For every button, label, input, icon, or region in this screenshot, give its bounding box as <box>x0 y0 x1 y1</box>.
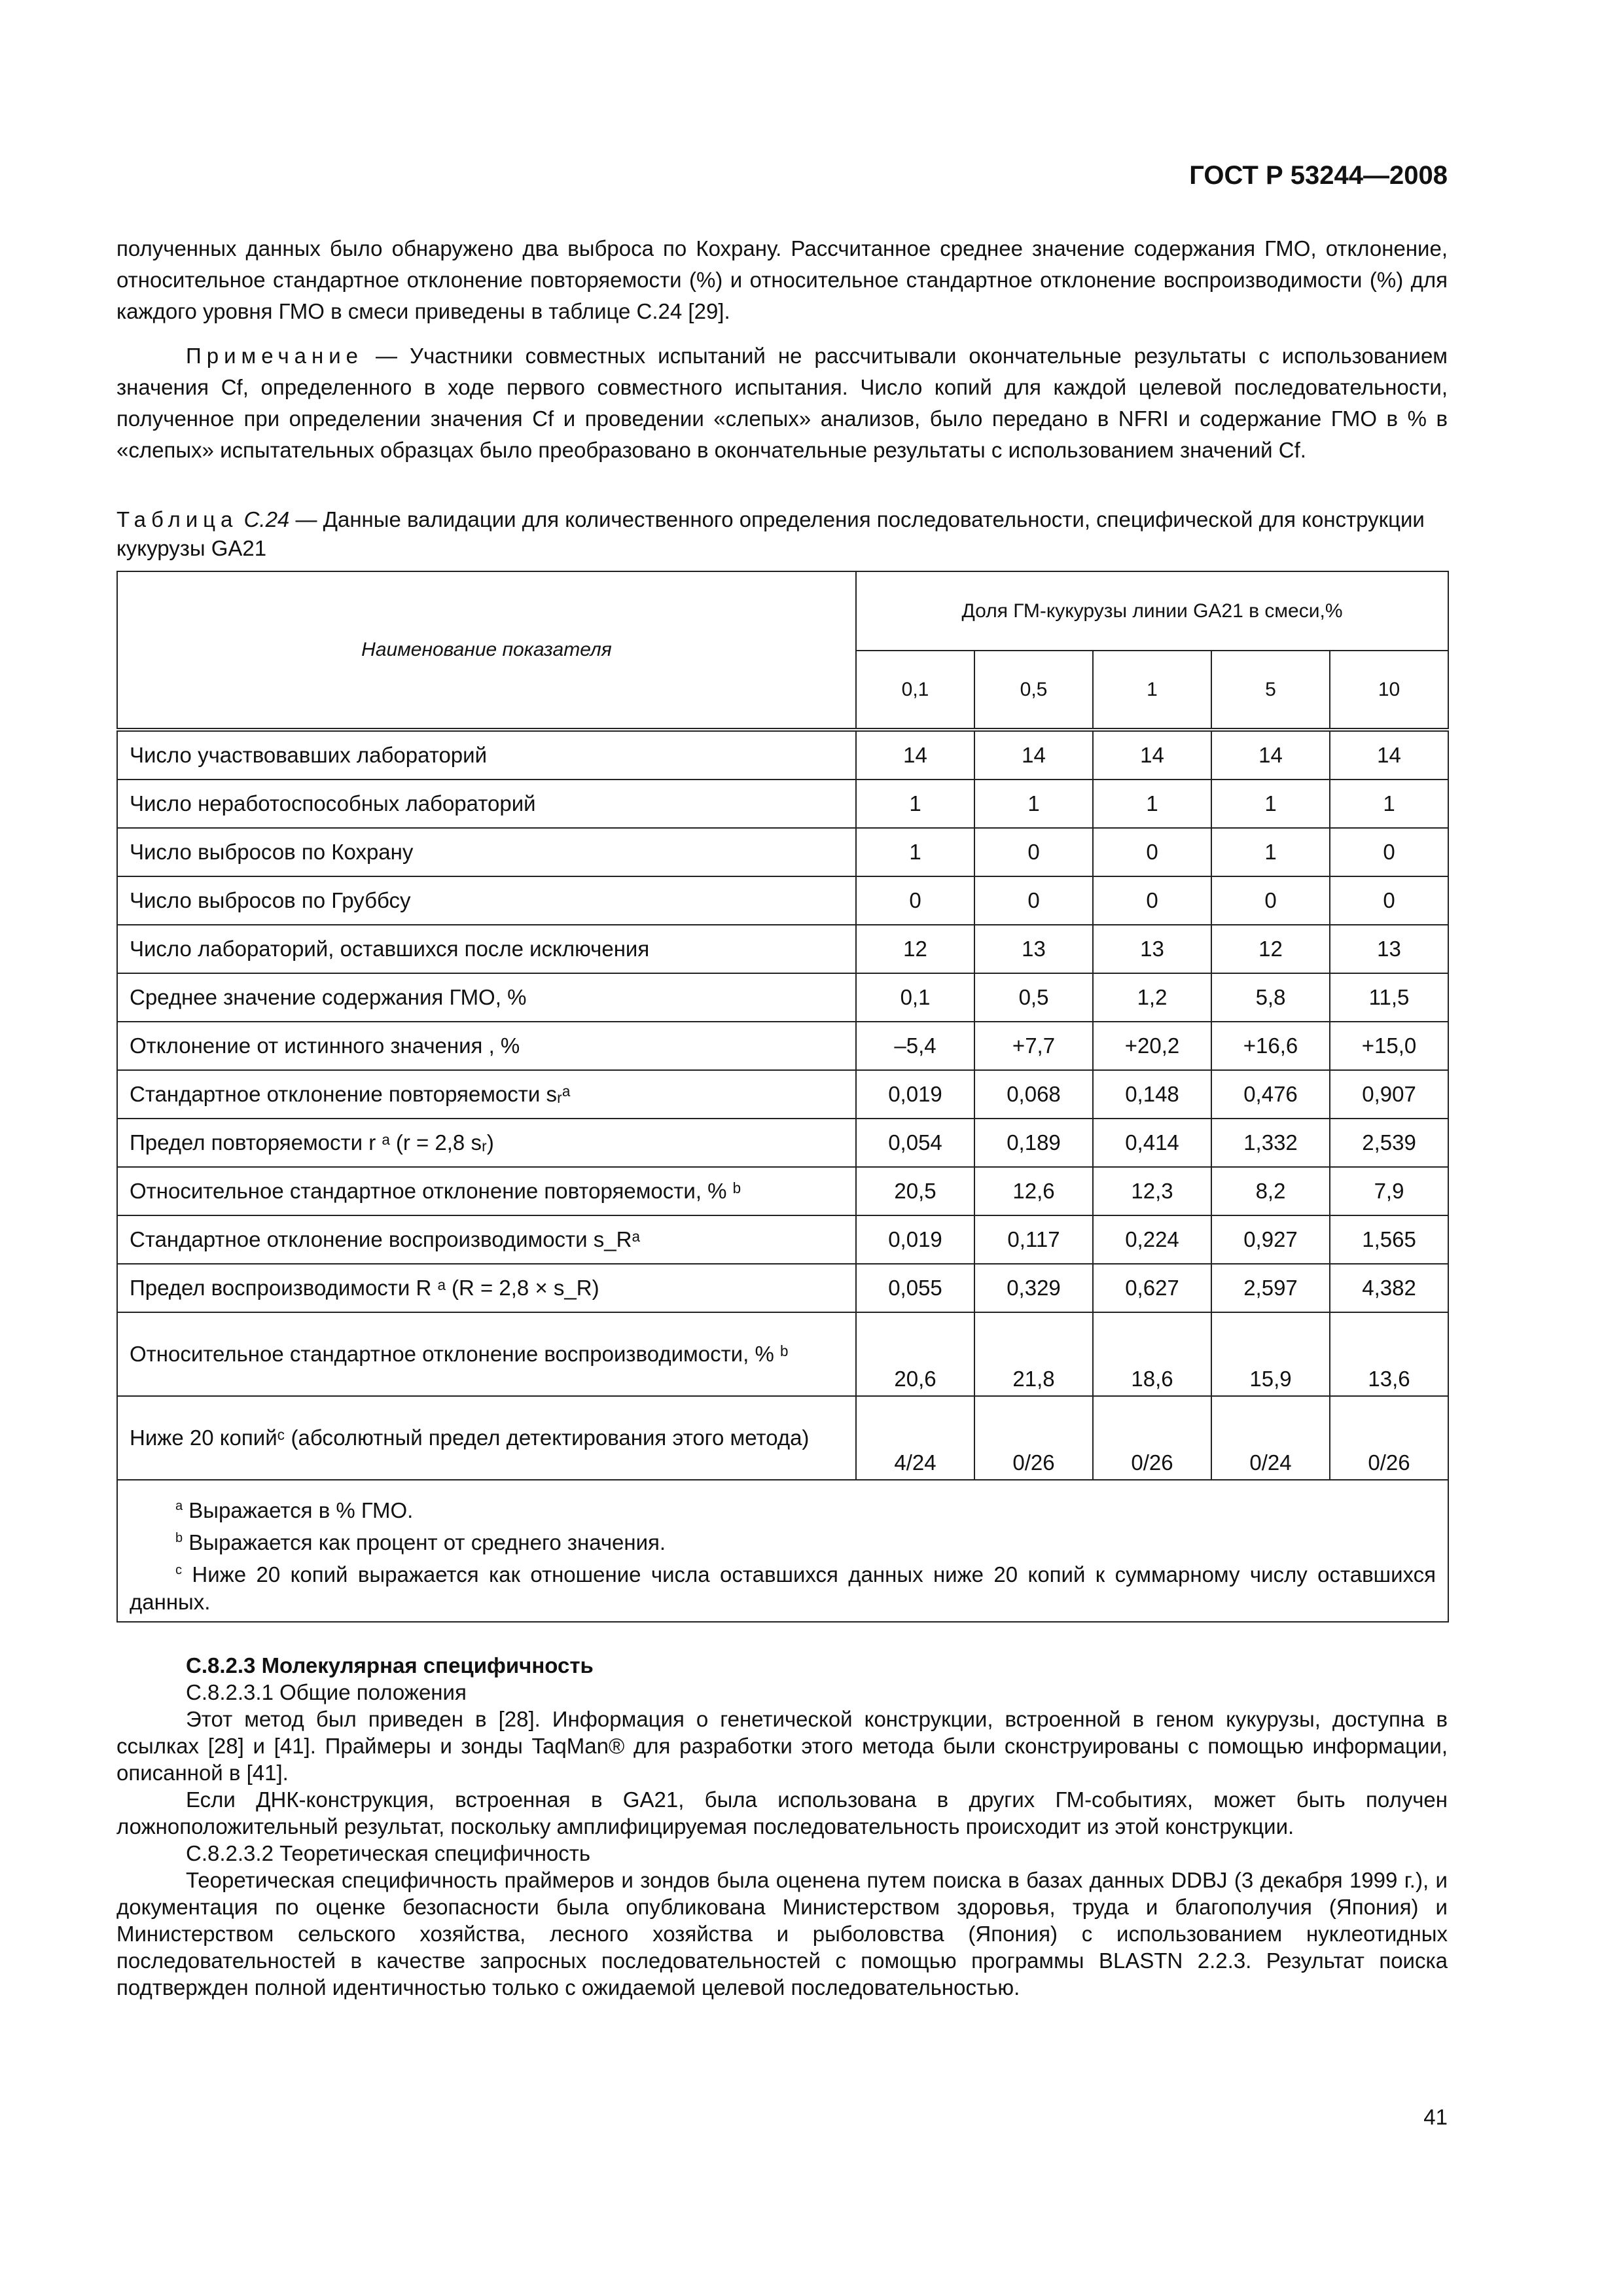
row-label: Ниже 20 копийᶜ (абсолютный предел детектирования этого метода) <box>117 1396 856 1480</box>
row-value: +16,6 <box>1211 1022 1330 1070</box>
row-value: 0/26 <box>1093 1396 1211 1480</box>
document-header: ГОСТ Р 53244—2008 <box>1189 161 1448 190</box>
row-value: 0,329 <box>974 1264 1093 1312</box>
intro-paragraph: полученных данных было обнаружено два выброса по Кохрану. Рассчитанное среднее значение содержания ГМО, отклонение, относительное стандартное отклонение повторяемости (%) и относительное стандартное отклонение воспроизводимости (%) для каждого уровня ГМО в смеси приведены в таблице С.24 [29]. <box>116 236 1448 323</box>
row-value: 1 <box>974 780 1093 828</box>
section-paragraph: Этот метод был приведен в [28]. Информация о генетической конструкции, встроенной в геном кукурузы, доступна в ссылках [28] и [41]. Праймеры и зонды TaqMan® для разработки этого метода были сконструированы с помощью информации, описанной в [41]. <box>116 1707 1448 1785</box>
row-value: 0/24 <box>1211 1396 1330 1480</box>
table-row <box>117 925 1448 973</box>
row-value: 2,597 <box>1211 1264 1330 1312</box>
row-label: Число участвовавших лабораторий <box>117 730 856 780</box>
table-row <box>117 1119 1448 1167</box>
row-value: 0,068 <box>974 1070 1093 1119</box>
validation-table <box>116 571 1449 1623</box>
table-body <box>117 730 1448 1480</box>
row-value: 18,6 <box>1093 1312 1211 1396</box>
table-row <box>117 876 1448 925</box>
table-row <box>117 973 1448 1022</box>
row-value: 20,5 <box>856 1167 974 1215</box>
row-label: Число выбросов по Груббсу <box>117 876 856 925</box>
table-row <box>117 1070 1448 1119</box>
intro-text <box>116 233 1448 466</box>
level-header: 0,1 <box>856 651 974 730</box>
row-value: 4/24 <box>856 1396 974 1480</box>
row-value: 0,627 <box>1093 1264 1211 1312</box>
row-value: 0,1 <box>856 973 974 1022</box>
row-value: 0,019 <box>856 1070 974 1119</box>
note-paragraph <box>116 340 1448 466</box>
row-value: 0 <box>856 876 974 925</box>
row-value: +7,7 <box>974 1022 1093 1070</box>
row-value: 0/26 <box>1330 1396 1448 1480</box>
row-value: 4,382 <box>1330 1264 1448 1312</box>
table-caption-number: С.24 <box>243 507 290 531</box>
table-row <box>117 828 1448 876</box>
row-value: 1 <box>1211 828 1330 876</box>
page-number: 41 <box>1423 2105 1448 2129</box>
row-value: 5,8 <box>1211 973 1330 1022</box>
table-row <box>117 1396 1448 1480</box>
level-header: 10 <box>1330 651 1448 730</box>
level-header: 5 <box>1211 651 1330 730</box>
row-value: –5,4 <box>856 1022 974 1070</box>
group-header: Доля ГМ-кукурузы линии GA21 в смеси,% <box>856 571 1448 651</box>
note-text: — Участники совместных испытаний не рассчитывали окончательные результаты с использованием значения Cf, определенного в ходе первого совместного испытания. Число копий для каждой целевой последовательности, полученное при определении значения Cf и проведении «слепых» анализов, было передано в NFRI и содержание ГМО в % в «слепых» испытательных образцах было преобразовано в окончательные результаты с использованием значений Cf. <box>116 344 1448 462</box>
row-value: 13 <box>1093 925 1211 973</box>
row-label: Относительное стандартное отклонение воспроизводимости, % ᵇ <box>117 1312 856 1396</box>
row-value: 0 <box>974 828 1093 876</box>
row-value: 2,539 <box>1330 1119 1448 1167</box>
row-value: 0,224 <box>1093 1215 1211 1264</box>
footnote: $^c$ Ниже 20 копий выражается как отношение числа оставшихся данных ниже 20 копий к суммарному числу оставшихся данных. <box>130 1562 1436 1614</box>
row-value: 14 <box>1211 730 1330 780</box>
row-value: 0,476 <box>1211 1070 1330 1119</box>
section-paragraph: Теоретическая специфичность праймеров и зондов была оценена путем поиска в базах данных DDBJ (3 декабря 1999 г.), и документация по оценке безопасности была опубликована Министерством здоровья, труда и благополучия (Япония) и Министерством сельского хозяйства, лесного хозяйства и рыболовства (Япония) с использованием нуклеотидных последовательностей в качестве запросных последовательностей с помощью программы BLASTN 2.2.3. Результат поиска подтвержден полной идентичностью только с ожидаемой целевой последовательностью. <box>116 1868 1448 2000</box>
row-value: 0,117 <box>974 1215 1093 1264</box>
table-row <box>117 780 1448 828</box>
row-value: 0 <box>1330 876 1448 925</box>
row-value: 1 <box>1093 780 1211 828</box>
row-value: 0,189 <box>974 1119 1093 1167</box>
row-label: Предел воспроизводимости R ᵃ (R = 2,8 × s_R) <box>117 1264 856 1312</box>
row-value: 14 <box>974 730 1093 780</box>
row-label: Среднее значение содержания ГМО, % <box>117 973 856 1022</box>
row-value: 15,9 <box>1211 1312 1330 1396</box>
row-value: 1 <box>1330 780 1448 828</box>
row-value: 0,054 <box>856 1119 974 1167</box>
row-value: 1,565 <box>1330 1215 1448 1264</box>
row-label: Стандартное отклонение повторяемости sᵣᵃ <box>117 1070 856 1119</box>
row-value: 11,5 <box>1330 973 1448 1022</box>
note-label: Примечание <box>186 344 364 368</box>
table-row <box>117 1022 1448 1070</box>
row-value: 0,148 <box>1093 1070 1211 1119</box>
row-label: Число выбросов по Кохрану <box>117 828 856 876</box>
level-header: 0,5 <box>974 651 1093 730</box>
row-value: 12 <box>856 925 974 973</box>
row-value: 0,414 <box>1093 1119 1211 1167</box>
row-value: 0 <box>1211 876 1330 925</box>
row-value: 20,6 <box>856 1312 974 1396</box>
subsection-heading: С.8.2.3.1 Общие положения <box>186 1680 467 1704</box>
row-label: Относительное стандартное отклонение повторяемости, % ᵇ <box>117 1167 856 1215</box>
row-value: 0,019 <box>856 1215 974 1264</box>
row-value: 14 <box>1330 730 1448 780</box>
row-value: 0,055 <box>856 1264 974 1312</box>
row-value: 21,8 <box>974 1312 1093 1396</box>
section-c823 <box>116 1652 1448 2001</box>
footnote: $^b$ Выражается как процент от среднего значения. <box>175 1530 666 1554</box>
table-header-row <box>117 571 1448 651</box>
table-row <box>117 1312 1448 1396</box>
row-value: +20,2 <box>1093 1022 1211 1070</box>
row-value: 13 <box>1330 925 1448 973</box>
row-value: 12,3 <box>1093 1167 1211 1215</box>
table-row <box>117 1167 1448 1215</box>
row-value: 0,907 <box>1330 1070 1448 1119</box>
row-value: 0 <box>1330 828 1448 876</box>
row-value: 8,2 <box>1211 1167 1330 1215</box>
footnote: $^a$ Выражается в % ГМО. <box>175 1498 414 1522</box>
row-value: 12 <box>1211 925 1330 973</box>
table-row <box>117 1215 1448 1264</box>
row-value: 12,6 <box>974 1167 1093 1215</box>
row-value: 1,2 <box>1093 973 1211 1022</box>
table-row <box>117 1264 1448 1312</box>
level-header: 1 <box>1093 651 1211 730</box>
row-value: 0 <box>974 876 1093 925</box>
row-value: 14 <box>856 730 974 780</box>
section-heading: С.8.2.3 Молекулярная специфичность <box>186 1653 594 1677</box>
section-paragraph: Если ДНК-конструкция, встроенная в GA21, была использована в других ГМ-событиях, может быть получен ложноположительный результат, поскольку амплифицируемая последовательность происходит из этой конструкции. <box>116 1787 1448 1839</box>
footnotes <box>117 1480 1448 1622</box>
row-value: 0/26 <box>974 1396 1093 1480</box>
row-value: 1 <box>1211 780 1330 828</box>
row-label: Отклонение от истинного значения , % <box>117 1022 856 1070</box>
footnotes-row <box>117 1480 1448 1622</box>
row-value: 1,332 <box>1211 1119 1330 1167</box>
table-caption-label: Таблица <box>116 507 238 531</box>
row-value: 13,6 <box>1330 1312 1448 1396</box>
row-value: 7,9 <box>1330 1167 1448 1215</box>
table-row <box>117 730 1448 780</box>
row-value: 0 <box>1093 828 1211 876</box>
row-label: Число лабораторий, оставшихся после исключения <box>117 925 856 973</box>
subsection-heading: С.8.2.3.2 Теоретическая специфичность <box>186 1841 591 1865</box>
row-value: 1 <box>856 828 974 876</box>
table-caption <box>116 505 1448 563</box>
col-name-header: Наименование показателя <box>117 571 856 730</box>
row-value: 0,5 <box>974 973 1093 1022</box>
row-value: +15,0 <box>1330 1022 1448 1070</box>
row-value: 0,927 <box>1211 1215 1330 1264</box>
table-caption-text: — Данные валидации для количественного определения последовательности, специфической для конструкции кукурузы GA21 <box>116 507 1425 560</box>
row-value: 14 <box>1093 730 1211 780</box>
row-label: Стандартное отклонение воспроизводимости s_Rᵃ <box>117 1215 856 1264</box>
row-label: Предел повторяемости r ᵃ (r = 2,8 sᵣ) <box>117 1119 856 1167</box>
row-label: Число неработоспособных лабораторий <box>117 780 856 828</box>
row-value: 0 <box>1093 876 1211 925</box>
row-value: 1 <box>856 780 974 828</box>
row-value: 13 <box>974 925 1093 973</box>
